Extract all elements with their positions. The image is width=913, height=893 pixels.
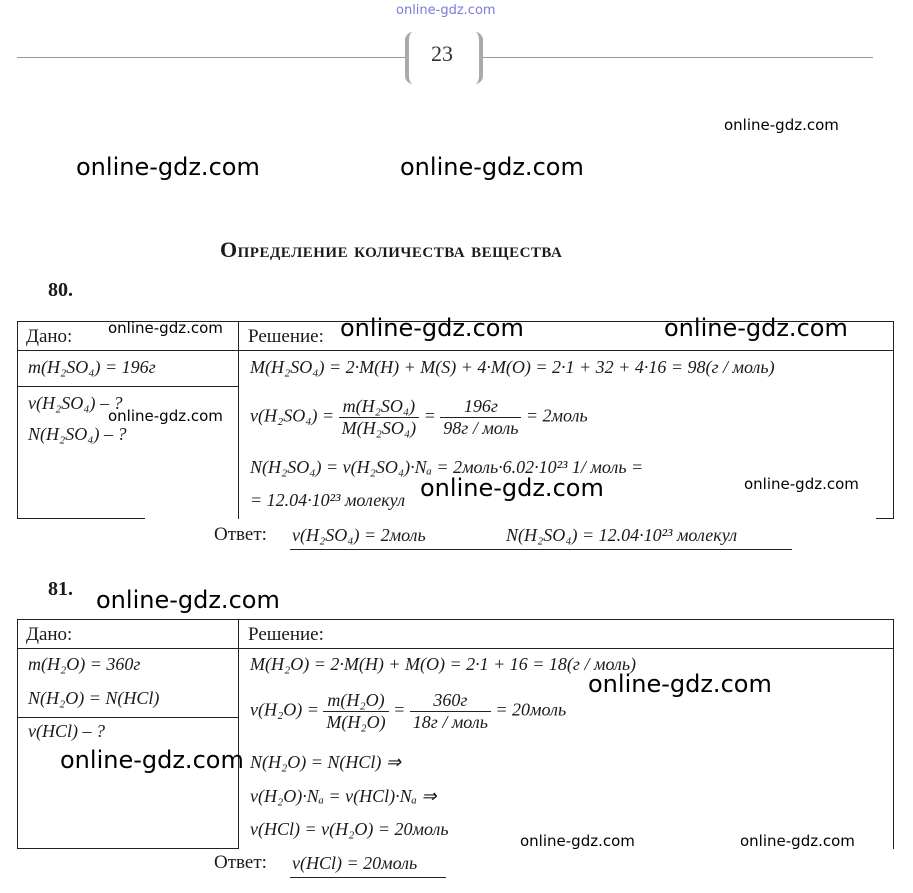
formula-result: = 20моль (495, 699, 567, 720)
header-rule-left (17, 57, 405, 58)
table-border (17, 648, 893, 649)
table-border (17, 717, 238, 718)
denominator: M(H₂SO₄) (341, 418, 417, 438)
solution-line-81-2 (250, 690, 566, 733)
answer-label-81: Ответ: (214, 852, 267, 873)
solution-line-80-1: M(H₂SO₄) = 2·M(H) + M(S) + 4·M(O) = 2·1 + 32 + 4·16 = 98(г / моль) (250, 357, 775, 377)
equals-sign: = (423, 405, 436, 426)
fraction (440, 396, 521, 439)
fraction (339, 396, 420, 439)
solution-line-81-1: M(H₂O) = 2·M(H) + M(O) = 2·1 + 16 = 18(г / моль) (250, 654, 637, 674)
watermark: online-gdz.com (96, 586, 280, 614)
answer-underline (290, 877, 446, 878)
watermark: online-gdz.com (60, 746, 244, 774)
page-number: 23 (431, 41, 453, 66)
fraction (323, 690, 388, 733)
formula-result: = 2моль (525, 405, 588, 426)
numerator: 360г (410, 690, 491, 712)
section-title: Определение количества вещества (220, 237, 563, 262)
denominator: 98г / моль (443, 418, 519, 438)
table-border (876, 518, 894, 519)
problem-number-81: 81. (48, 578, 73, 600)
solution-label-80: Решение: (248, 326, 324, 347)
problem-number-80: 80. (48, 279, 73, 301)
table-border (17, 848, 238, 849)
watermark: online-gdz.com (724, 116, 839, 134)
header-rule-right (483, 57, 873, 58)
watermark: online-gdz.com (108, 319, 223, 337)
answer-80-particles: N(H₂SO₄) = 12.04·10²³ молекул (506, 525, 738, 545)
header-site-url: online-gdz.com (396, 3, 496, 18)
watermark: online-gdz.com (664, 314, 848, 342)
denominator: 18г / моль (412, 712, 488, 732)
denominator: M(H₂O) (326, 712, 386, 732)
table-border (17, 350, 893, 351)
solution-line-81-5: ν(HCl) = ν(H₂O) = 20моль (250, 819, 449, 839)
solution-label-81: Решение: (248, 624, 324, 645)
numerator: m(H₂SO₄) (339, 396, 420, 418)
table-border (893, 619, 894, 849)
watermark: online-gdz.com (76, 153, 260, 181)
solution-line-80-3: N(H₂SO₄) = ν(H₂SO₄)·Nₐ = 2моль·6.02·10²³ 1/ моль = (250, 457, 644, 477)
table-border (17, 518, 145, 519)
solution-line-81-4: ν(H₂O)·Nₐ = ν(HCl)·Nₐ ⇒ (250, 786, 437, 806)
table-border (17, 619, 893, 620)
solution-line-81-3: N(H₂O) = N(HCl) ⇒ (250, 752, 401, 772)
answer-81-amount: ν(HCl) = 20моль (292, 853, 418, 873)
answer-80-amount: ν(H₂SO₄) = 2моль (292, 525, 426, 545)
find-particles-80: N(H₂SO₄) – ? (28, 424, 127, 444)
given-label-80: Дано: (26, 326, 73, 347)
solution-line-80-4: = 12.04·10²³ молекул (250, 490, 406, 510)
watermark: online-gdz.com (588, 670, 772, 698)
numerator: m(H₂O) (323, 690, 388, 712)
watermark: online-gdz.com (340, 314, 524, 342)
equals-sign: = (393, 699, 406, 720)
table-border (238, 619, 239, 849)
given-equality-81: N(H₂O) = N(HCl) (28, 688, 160, 708)
answer-label-80: Ответ: (214, 524, 267, 545)
given-mass-80: m(H₂SO₄) = 196г (28, 357, 156, 377)
table-border (893, 321, 894, 519)
table-border (17, 619, 18, 849)
find-amount-81: ν(HCl) – ? (28, 721, 105, 741)
formula-left: ν(H₂O) = (250, 699, 319, 720)
solution-line-80-2 (250, 396, 588, 439)
find-amount-80: ν(H₂SO₄) – ? (28, 393, 123, 413)
watermark: online-gdz.com (520, 832, 635, 850)
fraction (410, 690, 491, 733)
watermark: online-gdz.com (744, 475, 859, 493)
table-border (17, 386, 238, 387)
watermark: online-gdz.com (420, 474, 604, 502)
formula-left: ν(H₂SO₄) = (250, 405, 335, 426)
given-mass-81: m(H₂O) = 360г (28, 654, 141, 674)
given-label-81: Дано: (26, 624, 73, 645)
answer-underline (290, 549, 792, 550)
table-border (238, 321, 239, 519)
watermark: online-gdz.com (740, 832, 855, 850)
watermark: online-gdz.com (108, 407, 223, 425)
table-border (17, 321, 18, 519)
watermark: online-gdz.com (400, 153, 584, 181)
numerator: 196г (440, 396, 521, 418)
